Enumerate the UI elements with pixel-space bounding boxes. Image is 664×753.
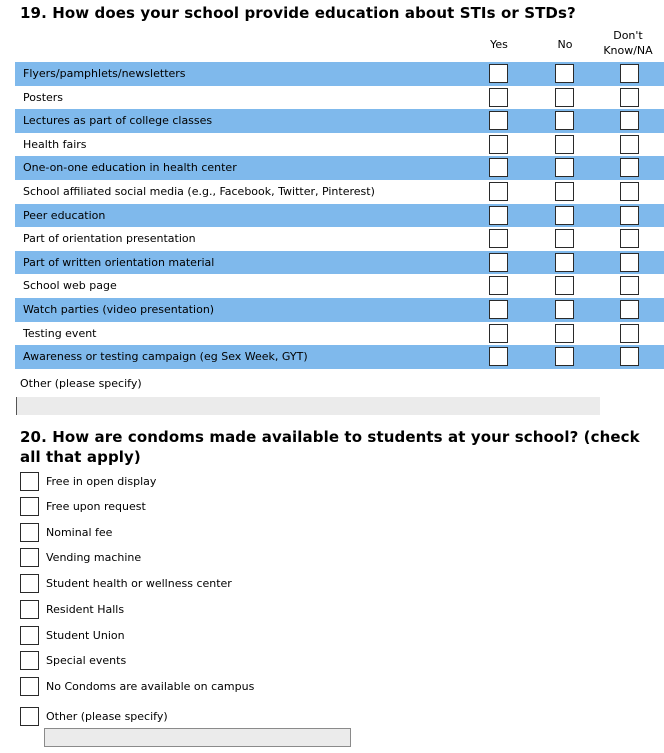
checkbox-yes[interactable] bbox=[489, 64, 508, 83]
checkbox-yes[interactable] bbox=[489, 347, 508, 366]
checkbox-dont-know[interactable] bbox=[620, 253, 639, 272]
checkbox-no[interactable] bbox=[555, 347, 574, 366]
matrix-row bbox=[15, 133, 664, 157]
column-no: No bbox=[557, 38, 573, 51]
matrix-row-label: School web page bbox=[23, 279, 117, 293]
checkbox-yes[interactable] bbox=[489, 206, 508, 225]
matrix-row-label: Peer education bbox=[23, 208, 106, 222]
checkbox-dont-know[interactable] bbox=[620, 64, 639, 83]
option-label: Vending machine bbox=[46, 551, 142, 564]
question-20-title: 20. How are condoms made available to students at your school? (check all that apply) bbox=[20, 428, 640, 466]
matrix-row bbox=[15, 227, 664, 251]
checkbox-dont-know[interactable] bbox=[620, 300, 639, 319]
checkbox-no[interactable] bbox=[555, 206, 574, 225]
checkbox[interactable] bbox=[20, 497, 39, 516]
matrix-row bbox=[15, 109, 664, 133]
option-label: Free upon request bbox=[46, 500, 146, 513]
matrix-row-label: School affiliated social media (e.g., Facebook, Twitter, Pinterest) bbox=[23, 184, 375, 198]
checkbox-no[interactable] bbox=[555, 253, 574, 272]
matrix-row-label: Testing event bbox=[23, 326, 97, 340]
checkbox-dont-know[interactable] bbox=[620, 111, 639, 130]
question-19-title: 19. How does your school provide education about STIs or STDs? bbox=[20, 4, 576, 22]
matrix-row bbox=[15, 251, 664, 275]
checkbox-dont-know[interactable] bbox=[620, 229, 639, 248]
checkbox-dont-know[interactable] bbox=[620, 158, 639, 177]
checkbox-dont-know[interactable] bbox=[620, 182, 639, 201]
checkbox-dont-know[interactable] bbox=[620, 324, 639, 343]
matrix-row-label: Watch parties (video presentation) bbox=[23, 302, 215, 316]
checkbox-no[interactable] bbox=[555, 182, 574, 201]
question-19-other-label: Other (please specify) bbox=[20, 377, 142, 390]
option-label: Student Union bbox=[46, 629, 125, 642]
option-label: Nominal fee bbox=[46, 526, 113, 539]
question-19-matrix bbox=[15, 62, 664, 369]
checkbox-no[interactable] bbox=[555, 324, 574, 343]
checkbox-no[interactable] bbox=[555, 158, 574, 177]
matrix-row-label: Health fairs bbox=[23, 137, 87, 151]
matrix-row bbox=[15, 86, 664, 110]
matrix-row-label: Part of written orientation material bbox=[23, 255, 215, 269]
checkbox[interactable] bbox=[20, 472, 39, 491]
option-label: Other (please specify) bbox=[46, 710, 168, 723]
checkbox-yes[interactable] bbox=[489, 158, 508, 177]
checkbox-dont-know[interactable] bbox=[620, 276, 639, 295]
checkbox-dont-know[interactable] bbox=[620, 88, 639, 107]
matrix-row bbox=[15, 156, 664, 180]
checkbox[interactable] bbox=[20, 677, 39, 696]
matrix-row-label: Lectures as part of college classes bbox=[23, 114, 213, 128]
checkbox-yes[interactable] bbox=[489, 135, 508, 154]
checkbox-no[interactable] bbox=[555, 300, 574, 319]
question-19-other-input[interactable] bbox=[16, 397, 600, 415]
option-label: Free in open display bbox=[46, 475, 157, 488]
matrix-row bbox=[15, 274, 664, 298]
question-20-other-input[interactable] bbox=[44, 728, 351, 747]
column-dont-know: Don't Know/NA bbox=[603, 29, 653, 57]
checkbox-yes[interactable] bbox=[489, 229, 508, 248]
checkbox[interactable] bbox=[20, 626, 39, 645]
matrix-row-label: One-on-one education in health center bbox=[23, 161, 237, 175]
checkbox-yes[interactable] bbox=[489, 324, 508, 343]
checkbox-dont-know[interactable] bbox=[620, 347, 639, 366]
checkbox-yes[interactable] bbox=[489, 88, 508, 107]
checkbox-yes[interactable] bbox=[489, 182, 508, 201]
matrix-row bbox=[15, 62, 664, 86]
checkbox-no[interactable] bbox=[555, 276, 574, 295]
column-yes: Yes bbox=[490, 38, 508, 51]
checkbox[interactable] bbox=[20, 651, 39, 670]
matrix-row bbox=[15, 322, 664, 346]
checkbox-no[interactable] bbox=[555, 88, 574, 107]
checkbox-dont-know[interactable] bbox=[620, 206, 639, 225]
option-label: No Condoms are available on campus bbox=[46, 680, 255, 693]
option-label: Special events bbox=[46, 654, 127, 667]
option-label: Resident Halls bbox=[46, 603, 125, 616]
matrix-row-label: Flyers/pamphlets/newsletters bbox=[23, 67, 186, 80]
matrix-row bbox=[15, 204, 664, 228]
matrix-row-label: Part of orientation presentation bbox=[23, 232, 196, 246]
checkbox-yes[interactable] bbox=[489, 300, 508, 319]
matrix-row-label: Awareness or testing campaign (eg Sex Week, GYT) bbox=[23, 350, 308, 364]
checkbox[interactable] bbox=[20, 574, 39, 593]
checkbox-no[interactable] bbox=[555, 135, 574, 154]
checkbox[interactable] bbox=[20, 548, 39, 567]
checkbox[interactable] bbox=[20, 600, 39, 619]
checkbox-yes[interactable] bbox=[489, 253, 508, 272]
checkbox-yes[interactable] bbox=[489, 276, 508, 295]
matrix-row-label: Posters bbox=[23, 90, 64, 104]
checkbox-no[interactable] bbox=[555, 229, 574, 248]
checkbox[interactable] bbox=[20, 707, 39, 726]
checkbox-dont-know[interactable] bbox=[620, 135, 639, 154]
checkbox[interactable] bbox=[20, 523, 39, 542]
matrix-row bbox=[15, 180, 664, 204]
option-label: Student health or wellness center bbox=[46, 577, 232, 590]
checkbox-yes[interactable] bbox=[489, 111, 508, 130]
checkbox-no[interactable] bbox=[555, 111, 574, 130]
matrix-row bbox=[15, 298, 664, 322]
matrix-row bbox=[15, 345, 664, 369]
checkbox-no[interactable] bbox=[555, 64, 574, 83]
